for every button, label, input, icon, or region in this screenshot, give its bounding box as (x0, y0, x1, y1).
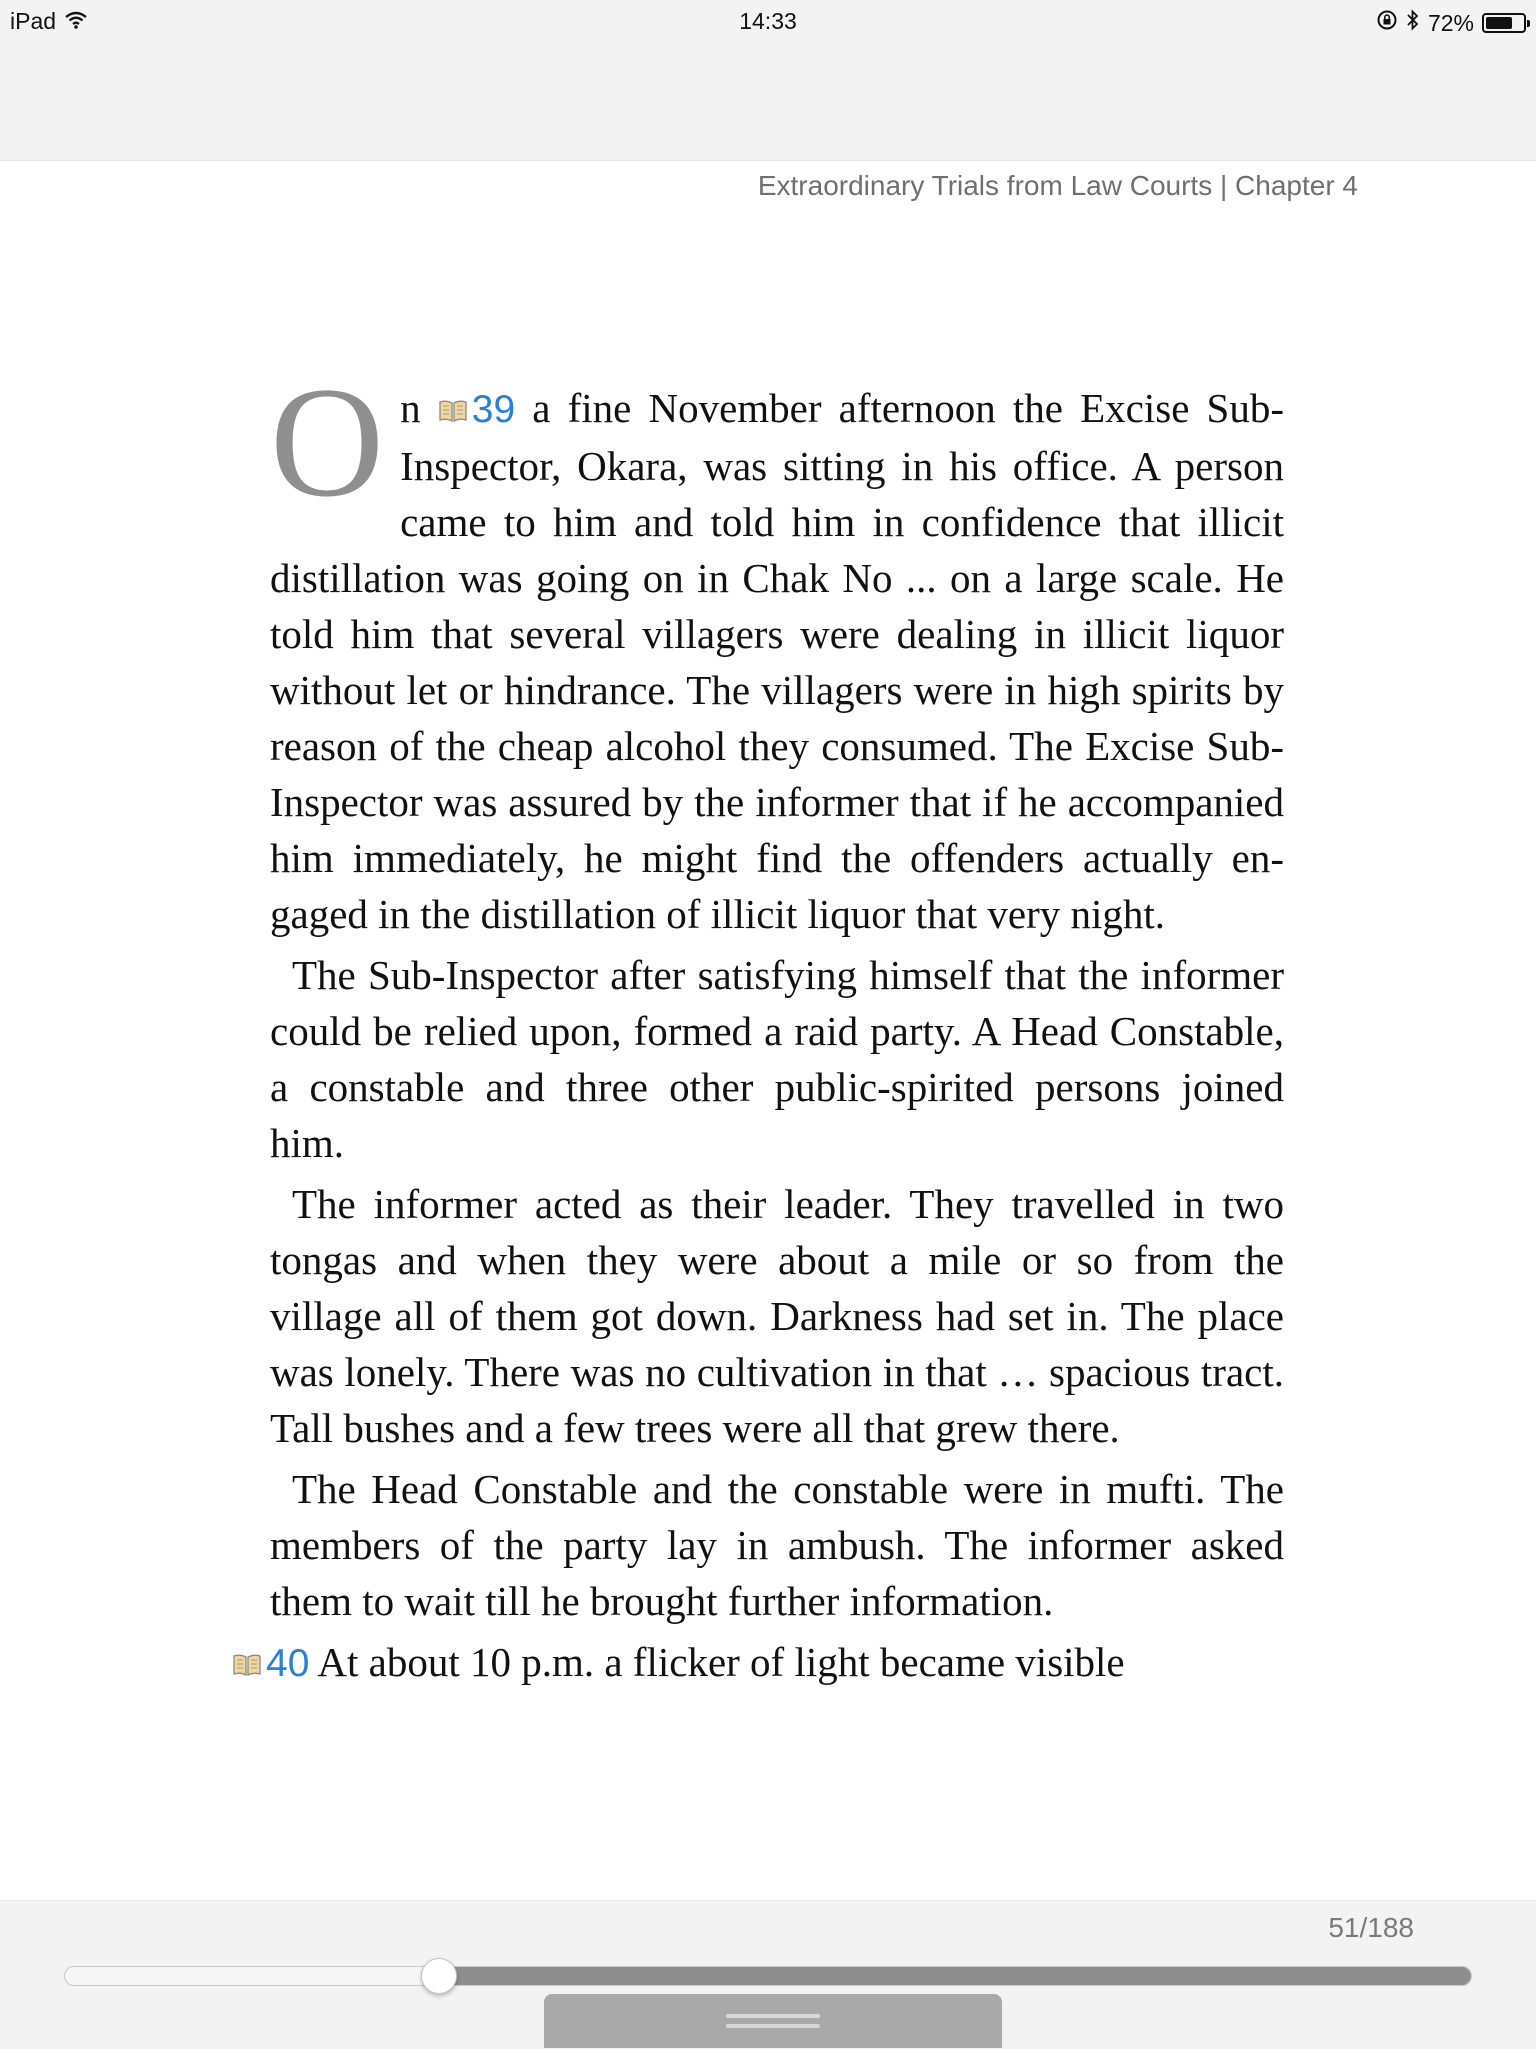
book-icon (232, 1652, 262, 1678)
paragraph-5 (232, 1634, 1284, 1692)
page-marker-39[interactable] (438, 388, 515, 431)
page-marker-number: 39 (471, 388, 516, 431)
running-header: Extraordinary Trials from Law Courts | Chapter 4 (757, 170, 1358, 201)
page-scrubber-remaining (440, 1967, 1471, 1985)
status-bar (0, 0, 1536, 42)
book-icon (438, 398, 468, 424)
page-scrubber-track[interactable] (64, 1966, 1472, 1986)
drop-cap: O (270, 355, 385, 530)
battery-fill (1486, 17, 1512, 29)
page-scrubber-thumb[interactable] (421, 1958, 457, 1994)
status-right (1376, 8, 1526, 38)
paragraph-5-text: At about 10 p.m. a flicker of light became visible (309, 1639, 1125, 1685)
page-marker-40[interactable] (232, 1642, 309, 1685)
bluetooth-icon (1406, 8, 1420, 38)
top-toolbar-band (0, 0, 1536, 161)
device-label: iPad (10, 8, 57, 34)
paragraph-lead: n (400, 385, 438, 431)
page-indicator: 51/188 (1328, 1912, 1414, 1943)
paragraph-2: The Sub-Inspector after satisfying himself that the informer could be relied upon, formed a raid party. A Head Constable, a constable and three other public-spirited persons joined him. (270, 952, 1284, 1166)
paragraph-4: The Head Constable and the constable were in mufti. The members of the party lay in ambush. The informer asked them to wait till he brought further information. (270, 1466, 1284, 1624)
grip-line (726, 2024, 820, 2028)
paragraph-3: The informer acted as their leader. They travelled in two tongas and when they were about a mile or so from the village all of them got down. Darkness had set in. The place was lonely. There was no cultivation in that … spacious tract. Tall bushes and a few trees were all that grew there. (270, 1181, 1284, 1451)
drawer-handle[interactable] (544, 1994, 1002, 2048)
status-time: 14:33 (739, 8, 797, 34)
page-marker-number: 40 (266, 1642, 310, 1685)
battery-percent: 72% (1427, 9, 1474, 36)
paragraph-1-text: a fine November afternoon the Excise Sub- Inspector, Okara, was sitting in his office. A person came to him and told him in confidence that illicit distillation was going on in Chak No ... on a large scale. He told him that several villagers were dealing in illicit liquor without let or hindrance. The villagers were in high spirits by reason of the cheap alcohol they consumed. The Excise Sub-Inspector was assured by the informer that if he accompanied him immediately, he might find the offenders actually en-gaged in the distillation of illicit liquor that very night. (270, 385, 1284, 937)
orientation-lock-icon (1376, 9, 1398, 37)
battery-icon (1482, 13, 1526, 33)
grip-line (726, 2014, 820, 2018)
paragraph-1 (270, 355, 1284, 942)
page-text (266, 355, 1284, 1697)
